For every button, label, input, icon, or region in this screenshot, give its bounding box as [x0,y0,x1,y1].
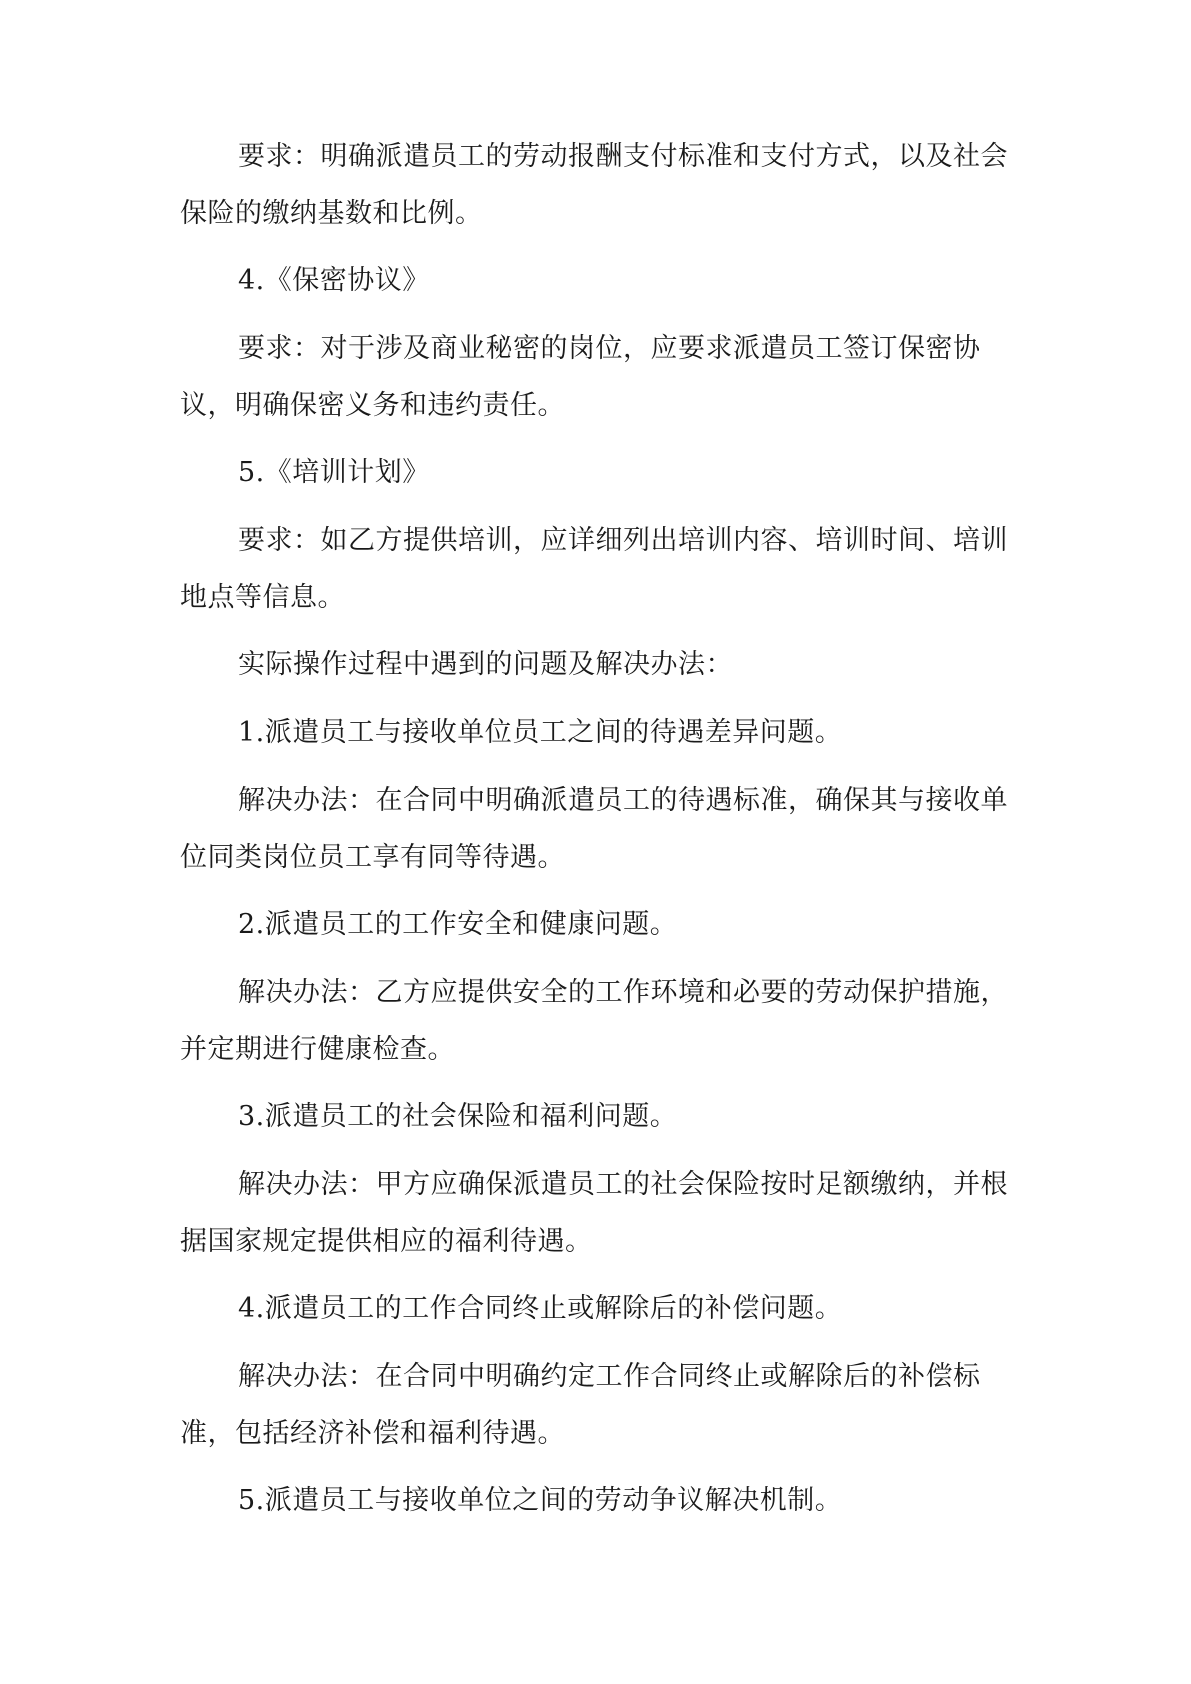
problem-3: 3.派遣员工的社会保险和福利问题。 [238,1101,678,1132]
solution-2: 解决办法：乙方应提供安全的工作环境和必要的劳动保护措施，并定期进行健康检查。 [180,977,1008,1065]
problem-1: 1.派遣员工与接收单位员工之间的待遇差异问题。 [238,717,843,748]
problem-5: 5.派遣员工与接收单位之间的劳动争议解决机制。 [238,1485,843,1516]
heading-training-plan: 5.《培训计划》 [238,457,430,488]
heading-confidentiality-agreement: 4.《保密协议》 [238,265,430,296]
solution-3: 解决办法：甲方应确保派遣员工的社会保险按时足额缴纳，并根据国家规定提供相应的福利待遇。 [180,1169,1008,1257]
solution-1: 解决办法：在合同中明确派遣员工的待遇标准，确保其与接收单位同类岗位员工享有同等待遇。 [180,785,1008,873]
paragraph-payment-requirement: 要求：明确派遣员工的劳动报酬支付标准和支付方式，以及社会保险的缴纳基数和比例。 [180,141,1008,229]
heading-problems-solutions: 实际操作过程中遇到的问题及解决办法： [238,649,733,680]
problem-4: 4.派遣员工的工作合同终止或解除后的补偿问题。 [238,1293,843,1324]
problem-2: 2.派遣员工的工作安全和健康问题。 [238,909,678,940]
solution-4: 解决办法：在合同中明确约定工作合同终止或解除后的补偿标准，包括经济补偿和福利待遇。 [180,1361,981,1449]
paragraph-confidentiality-requirement: 要求：对于涉及商业秘密的岗位，应要求派遣员工签订保密协议，明确保密义务和违约责任。 [180,333,981,421]
paragraph-training-requirement: 要求：如乙方提供培训，应详细列出培训内容、培训时间、培训地点等信息。 [180,525,1008,613]
